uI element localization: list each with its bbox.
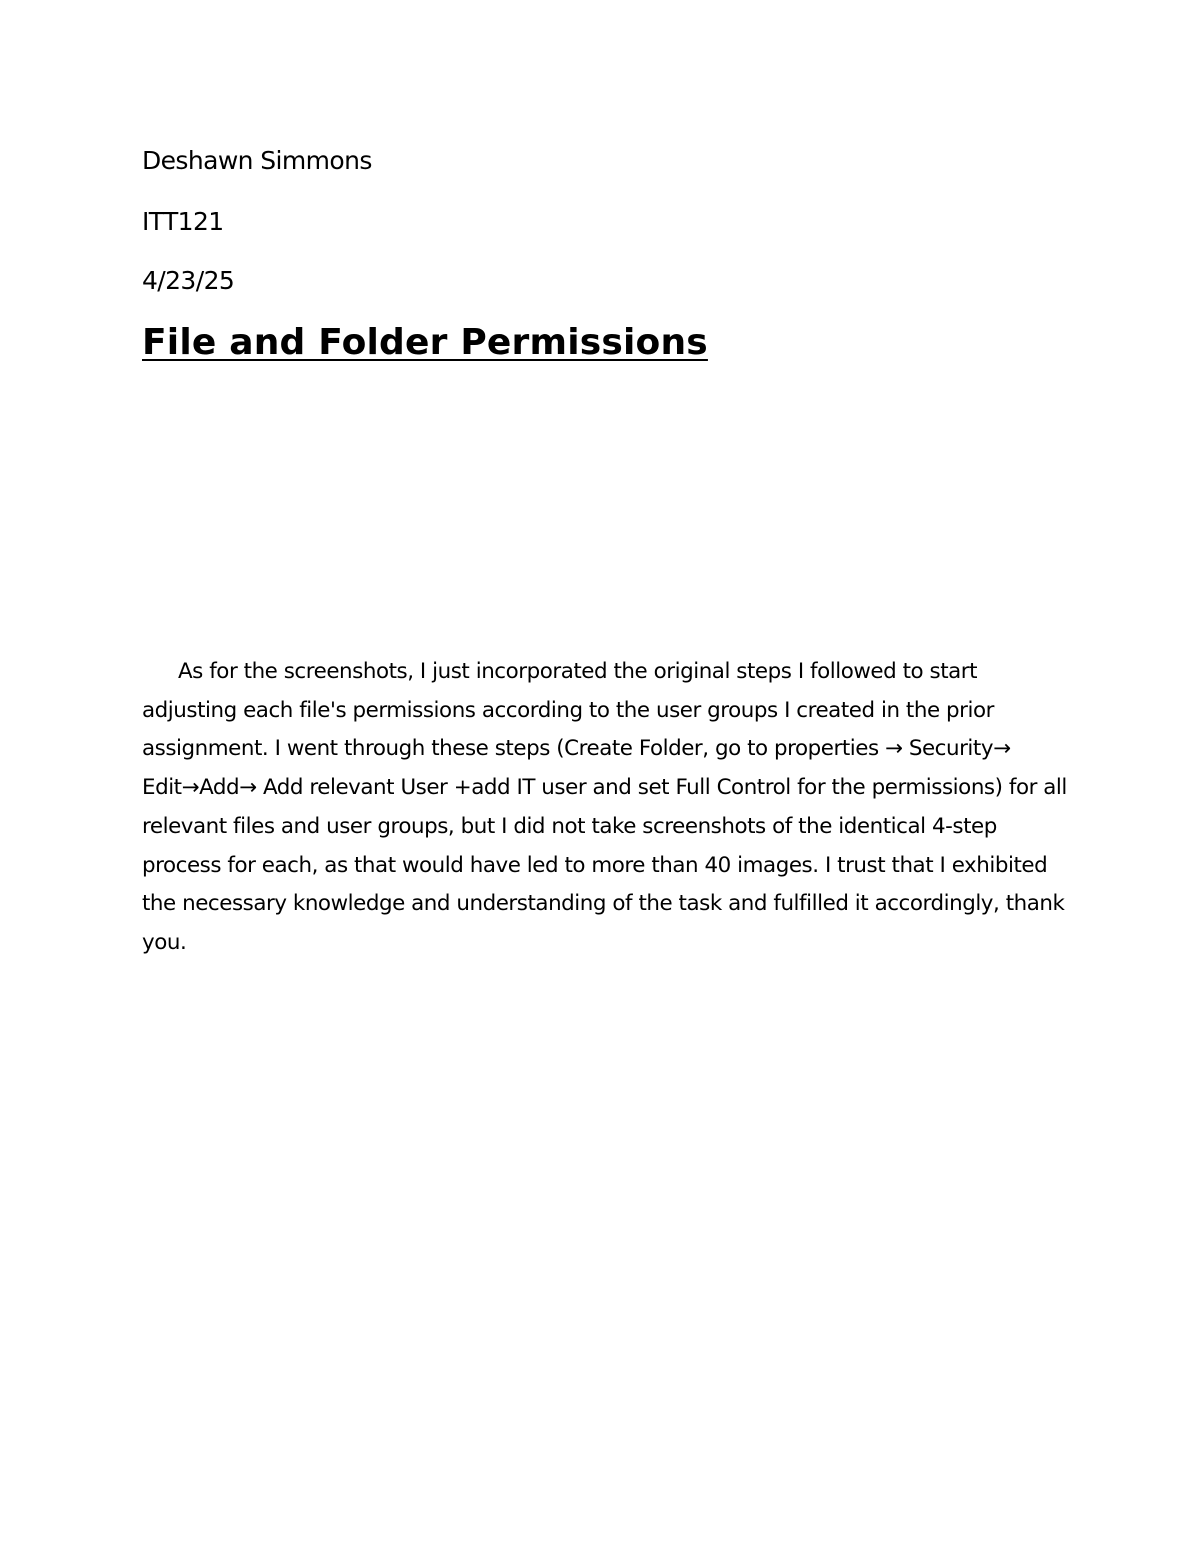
document-title: File and Folder Permissions (142, 322, 708, 363)
document-date: 4/23/25 (142, 266, 235, 295)
body-paragraph: As for the screenshots, I just incorporated the original steps I followed to start adjusting each file's permissions according to the user groups I created in the prior assignment. I went through these steps (Create Folder, go to properties → Security→ Edit→Add→ Add relevant User +add IT user and set Full Control for the permissions) for all relevant files and user groups, but I did not take screenshots of the identical 4-step process for each, as that would have led to more than 40 images. I trust that I exhibited the necessary knowledge and understanding of the task and fulfilled it accordingly, thank you. (142, 659, 1067, 955)
course-code: ITT121 (142, 207, 224, 236)
author-name: Deshawn Simmons (142, 146, 372, 175)
